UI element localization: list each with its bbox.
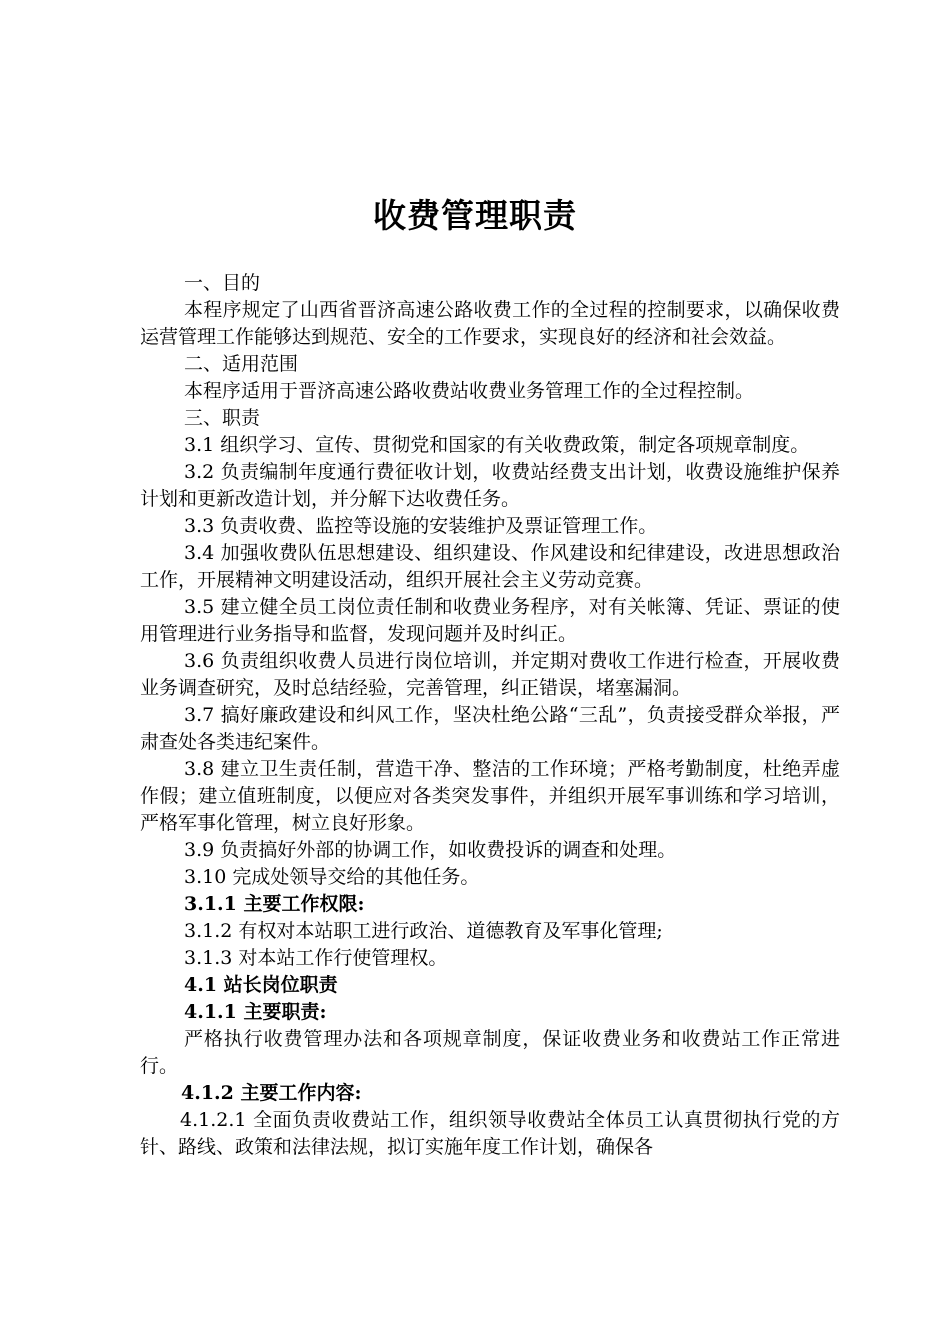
section-body-scope: 本程序适用于晋济高速公路收费站收费业务管理工作的全过程控制。 bbox=[184, 380, 755, 402]
station-master-heading: 4.1 站长岗位职责 bbox=[184, 974, 338, 996]
duty-item: 3.8 建立卫生责任制，营造干净、整洁的工作环境；严格考勤制度，杜绝弄虚作假；建立值班制度，以便应对各类突发事件，并组织开展军事训练和学习培训，严格军事化管理，树立良好形象。 bbox=[140, 758, 840, 834]
authority-item: 3.1.3 对本站工作行使管理权。 bbox=[184, 947, 448, 969]
duty-item: 3.2 负责编制年度通行费征收计划，收费站经费支出计划，收费设施维护保养计划和更新改造计划，并分解下达收费任务。 bbox=[140, 461, 840, 510]
duty-item: 3.1 组织学习、宣传、贯彻党和国家的有关收费政策，制定各项规章制度。 bbox=[184, 434, 810, 456]
duty-item: 3.3 负责收费、监控等设施的安装维护及票证管理工作。 bbox=[184, 515, 658, 537]
main-duties-heading: 4.1.1 主要职责: bbox=[184, 1001, 327, 1023]
document-body bbox=[140, 270, 840, 1161]
main-duties-body: 严格执行收费管理办法和各项规章制度，保证收费业务和收费站工作正常进行。 bbox=[140, 1028, 840, 1077]
main-work-heading: 4.1.2 主要工作内容: bbox=[181, 1082, 362, 1104]
duty-item: 3.4 加强收费队伍思想建设、组织建设、作风建设和纪律建设，改进思想政治工作，开展精神文明建设活动，组织开展社会主义劳动竞赛。 bbox=[140, 542, 840, 591]
duty-item: 3.7 搞好廉政建设和纠风工作，坚决杜绝公路“三乱”，负责接受群众举报，严肃查处各类违纪案件。 bbox=[140, 704, 840, 753]
duty-item: 3.10 完成处领导交给的其他任务。 bbox=[184, 866, 480, 888]
duty-item: 3.9 负责搞好外部的协调工作，如收费投诉的调查和处理。 bbox=[184, 839, 677, 861]
authority-item: 3.1.2 有权对本站职工进行政治、道德教育及军事化管理; bbox=[184, 920, 663, 942]
section-heading-duties: 三、职责 bbox=[184, 407, 261, 429]
duty-item: 3.5 建立健全员工岗位责任制和收费业务程序，对有关帐簿、凭证、票证的使用管理进行业务指导和监督，发现问题并及时纠正。 bbox=[140, 596, 840, 645]
section-heading-scope: 二、适用范围 bbox=[184, 353, 299, 375]
authority-heading: 3.1.1 主要工作权限: bbox=[184, 893, 365, 915]
section-body-purpose: 本程序规定了山西省晋济高速公路收费工作的全过程的控制要求，以确保收费运营管理工作能够达到规范、安全的工作要求，实现良好的经济和社会效益。 bbox=[140, 299, 840, 348]
main-work-item: 4.1.2.1 全面负责收费站工作，组织领导收费站全体员工认真贯彻执行党的方针、路线、政策和法律法规，拟订实施年度工作计划，确保各 bbox=[140, 1109, 840, 1158]
document-title: 收费管理职责 bbox=[373, 196, 577, 235]
duty-item: 3.6 负责组织收费人员进行岗位培训，并定期对费收工作进行检查，开展收费业务调查研究，及时总结经验，完善管理，纠正错误，堵塞漏洞。 bbox=[140, 650, 840, 699]
section-heading-purpose: 一、目的 bbox=[184, 272, 261, 294]
